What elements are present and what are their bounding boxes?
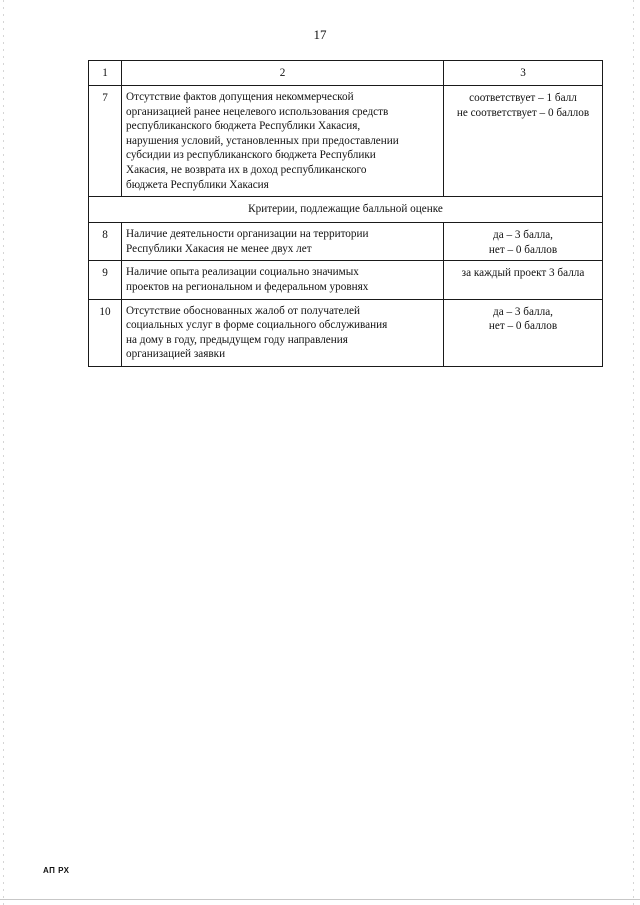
score-line: нет – 0 баллов [488, 320, 558, 333]
score-cell [444, 86, 603, 197]
score-line: да – 3 балла, [493, 305, 553, 318]
table-header-row [89, 61, 603, 86]
footer-mark: АП РХ [43, 866, 70, 875]
scan-edge-left [3, 0, 4, 905]
section-title: Критерии, подлежащие балльной оценке [89, 197, 603, 223]
score-cell [444, 299, 603, 366]
criterion-line: проектов на региональном и федеральном уровнях [126, 280, 369, 293]
criterion-line: республиканского бюджета Республики Хакасия, [126, 120, 361, 133]
criterion-line: Отсутствие фактов допущения некоммерческой [126, 91, 354, 103]
score-line: за каждый проект 3 балла [461, 267, 585, 280]
column-header-score: 3 [444, 61, 603, 86]
criteria-table [88, 60, 603, 367]
criterion-line: Наличие опыта реализации социально значимых [126, 266, 359, 279]
criterion-cell [122, 86, 444, 197]
criterion-line: нарушения условий, установленных при предоставлении [126, 134, 399, 147]
row-number: 10 [89, 299, 122, 366]
score-line: не соответствует – 0 баллов [456, 106, 590, 119]
row-number: 9 [89, 261, 122, 299]
column-header-criterion: 2 [122, 61, 444, 86]
table-row [89, 223, 603, 261]
criterion-line: Отсутствие обоснованных жалоб от получателей [126, 304, 361, 317]
row-number: 8 [89, 223, 122, 261]
section-header-row [89, 197, 603, 223]
criterion-line: на дому в году, предыдущем году направления [126, 333, 348, 346]
criterion-line: организацией ранее нецелевого использования средств [126, 105, 389, 118]
table-row [89, 261, 603, 299]
table-row [89, 299, 603, 366]
page-number: 17 [313, 27, 327, 42]
scan-edge-right [633, 0, 634, 905]
criterion-line: бюджета Республики Хакасия [126, 178, 269, 191]
criterion-cell [122, 223, 444, 261]
scan-bottom-rule [0, 899, 640, 900]
score-cell [444, 261, 603, 299]
score-line: нет – 0 баллов [488, 243, 558, 256]
criterion-line: Республики Хакасия не менее двух лет [126, 242, 312, 255]
criterion-line: Хакасия, не возврата их в доход республиканского [126, 163, 367, 176]
score-line: да – 3 балла, [493, 229, 553, 242]
column-header-number: 1 [89, 61, 122, 86]
criterion-line: субсидии из республиканского бюджета Республики [126, 149, 376, 162]
table-row [89, 86, 603, 197]
criterion-line: социальных услуг в форме социального обслуживания [126, 319, 388, 332]
criterion-cell [122, 299, 444, 366]
row-number: 7 [89, 86, 122, 197]
criterion-line: Наличие деятельности организации на территории [126, 228, 369, 241]
criterion-cell [122, 261, 444, 299]
score-cell [444, 223, 603, 261]
criterion-line: организацией заявки [126, 348, 226, 361]
score-line: соответствует – 1 балл [469, 92, 577, 104]
